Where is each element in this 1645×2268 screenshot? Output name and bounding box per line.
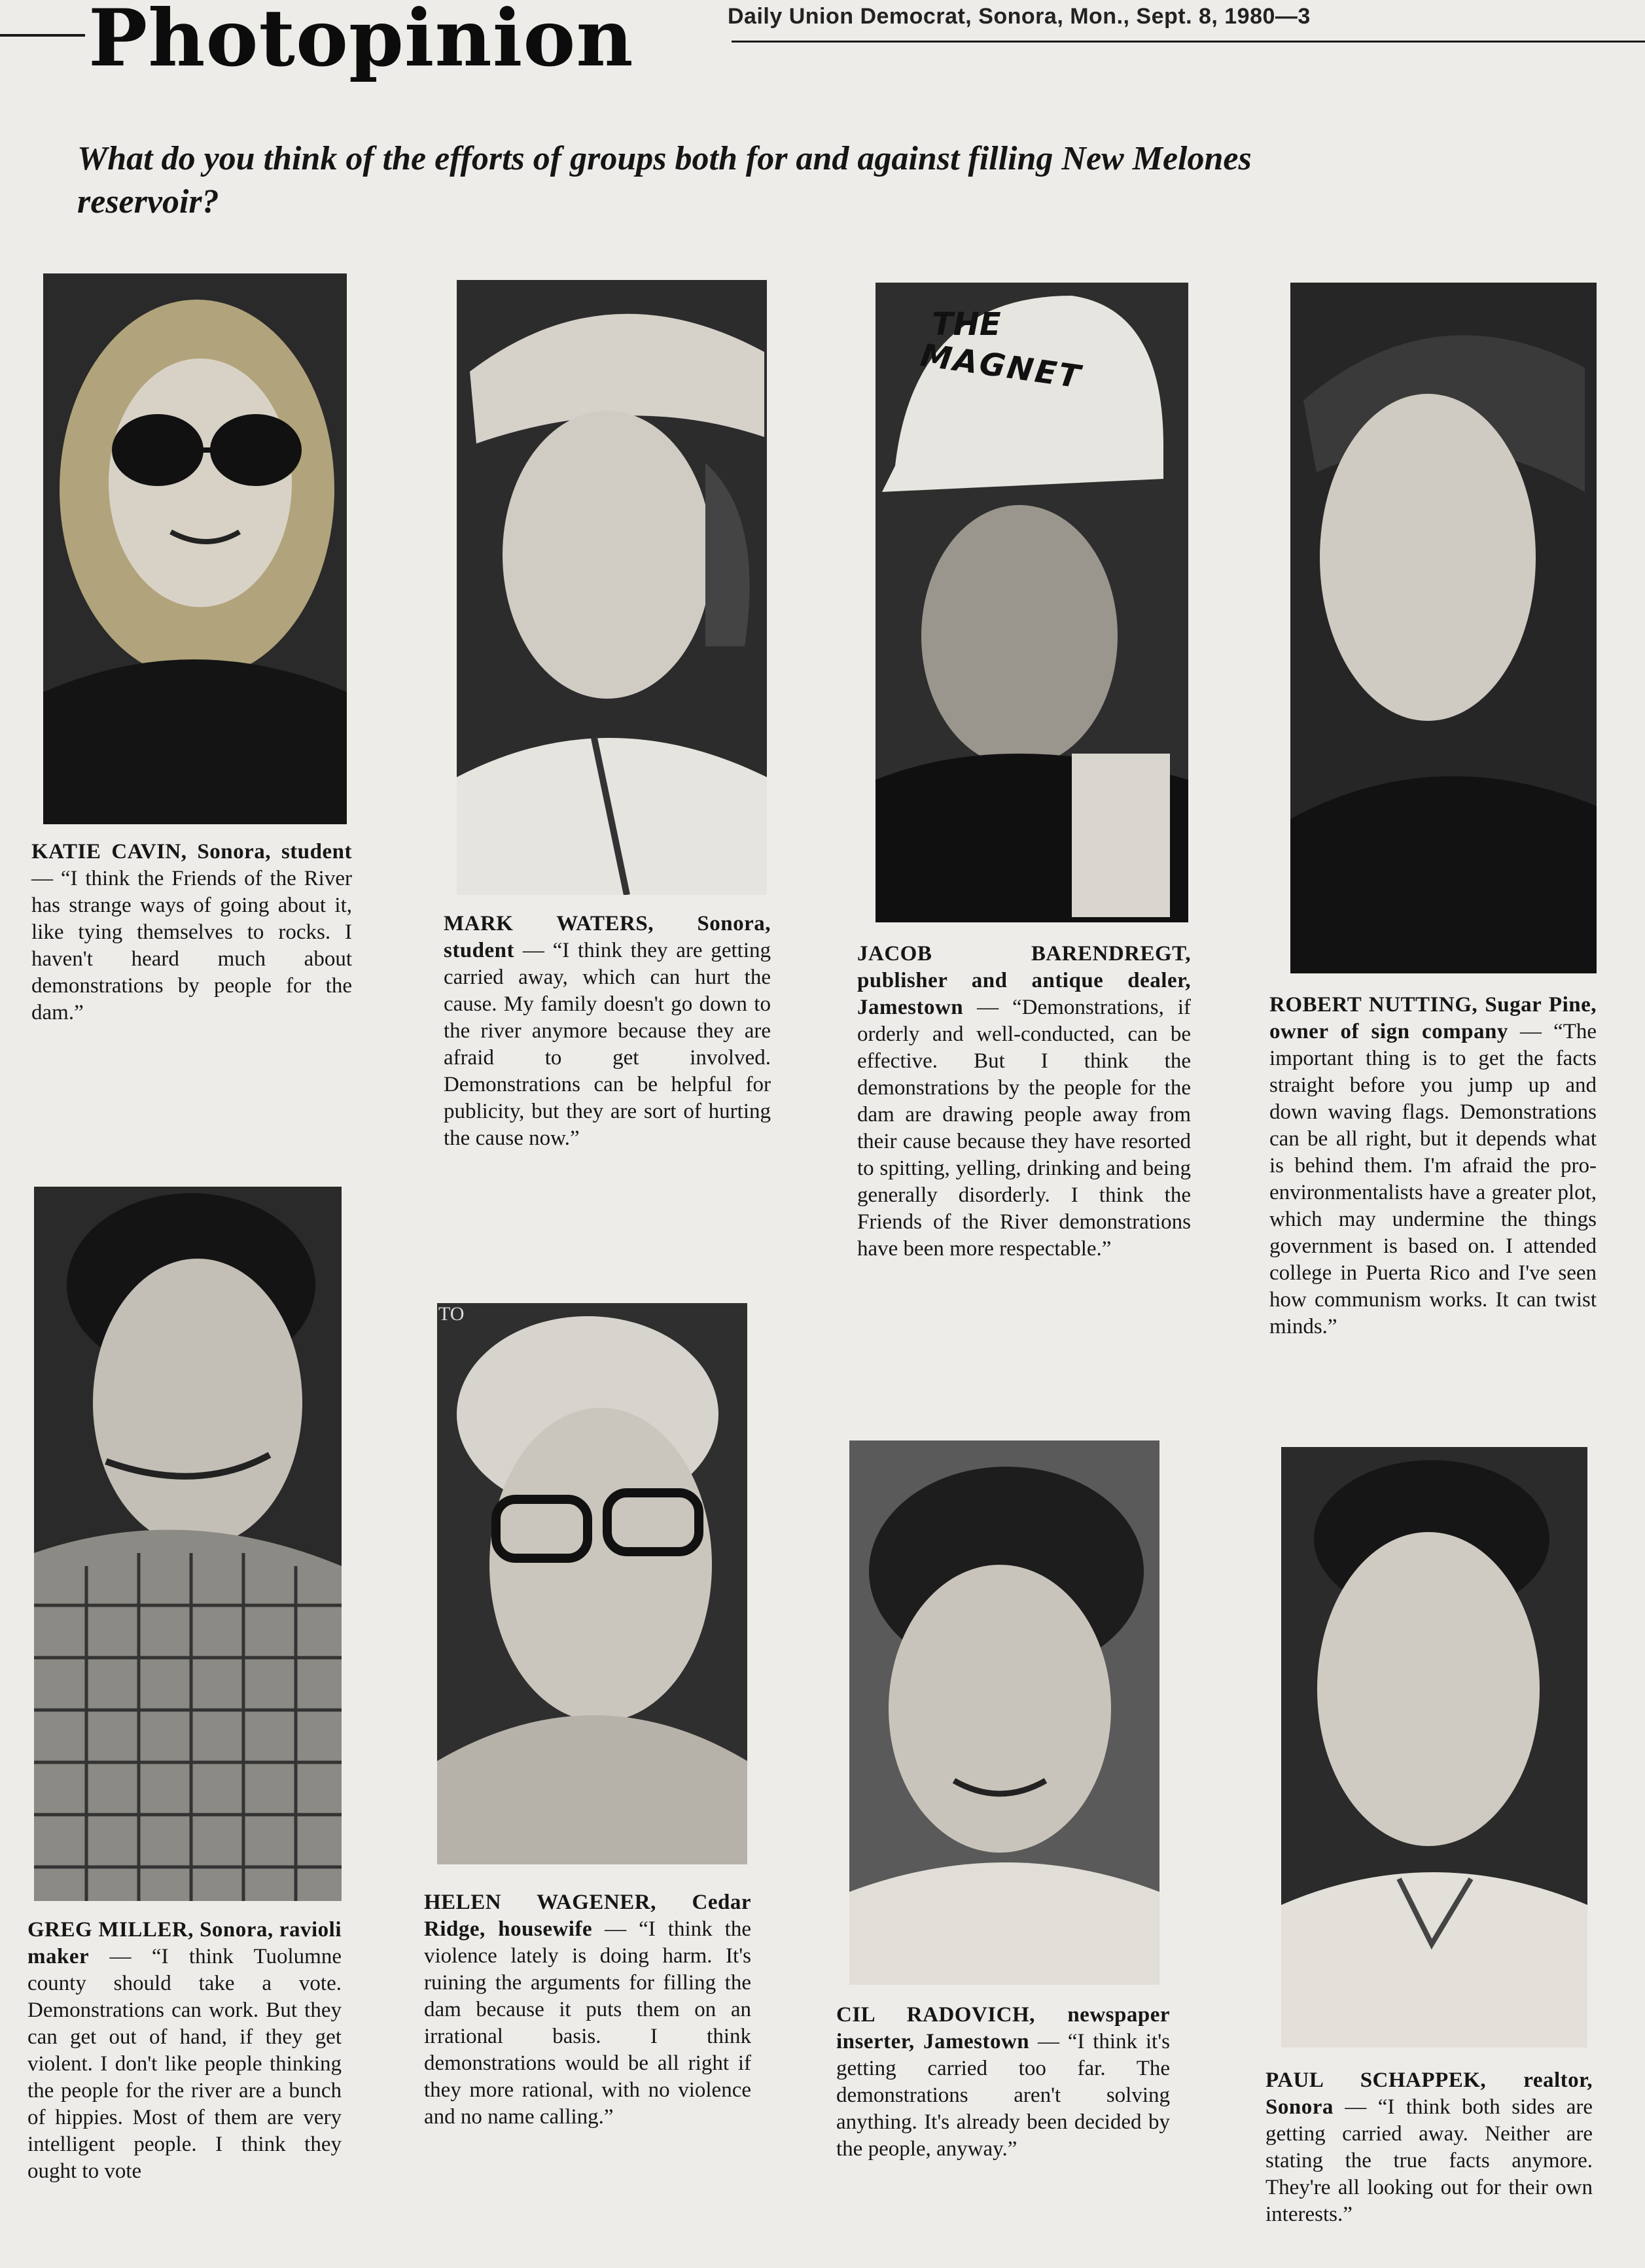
person-quote: — “I think Tuolumne county should take a vote. Demonstrations can work. But they can get out of hand, if they get violent. I don't like people thinking the people for the river are a bunch of hippies. Most of them are very intelligent people. I think they ought to vote	[27, 1945, 342, 2183]
person-quote: — “I think the violence lately is doing harm. It's ruining the arguments for filling the dam because it puts them on an irrational basis. I think demonstrations would be all right if they more rational, with no violence and no name calling.”	[424, 1917, 751, 2129]
person-name: HELEN WAGENER, Cedar Ridge, housewife	[424, 1891, 751, 1941]
person-quote: — “I think the Friends of the River has strange ways of going about it, like tying themselves to rocks. I haven't heard much about demonstrations by people for the dam.”	[31, 867, 352, 1024]
person-quote: — “Demonstrations, if orderly and well-conducted, can be effective. But I think the demonstrations by the people for the dam are drawing people away from their cause because they have resorted to spitting, yelling, drinking and being generally disorderly. I think the Friends of the River demonstrations have been more respectable.”	[857, 996, 1191, 1261]
portrait-photo	[34, 1187, 342, 1901]
cap-lettering: MAGNET	[918, 337, 1084, 396]
caption-greg-miller	[27, 1917, 342, 2254]
person-name: ROBERT NUTTING, Sugar Pine, owner of sign company	[1269, 993, 1597, 1043]
portrait-photo	[43, 273, 347, 824]
caption-mark-waters	[444, 911, 771, 1152]
question-heading: What do you think of the efforts of groups both for and against filling New Melones reservoir?	[77, 140, 1252, 220]
person-name: GREG MILLER, Sonora, ravioli maker	[27, 1918, 342, 1968]
top-rule-right	[732, 41, 1645, 43]
person-name: PAUL SCHAPPEK, realtor, Sonora	[1265, 2068, 1593, 2119]
dateline: Daily Union Democrat, Sonora, Mon., Sept. 8, 1980—3	[728, 4, 1311, 29]
person-quote: — “The important thing is to get the facts straight before you jump up and down waving flags. Demonstrations can be all right, but it depends what is behind them. I'm afraid the pro-environmentalists have a greater plot, which may undermine the things government is based on. I attended college in Puerta Rico and I've seen how communism works. It can twist minds.”	[1269, 1020, 1597, 1338]
person-name: JACOB BARENDREGT, publisher and antique dealer, Jamestown	[857, 942, 1191, 1019]
cap-lettering: THE	[932, 306, 1001, 343]
caption-robert-nutting	[1269, 992, 1597, 1340]
caption-cil-radovich	[836, 2002, 1170, 2163]
person-quote: — “I think both sides are getting carried away. Neither are stating the true facts anymore. They're all looking out for their own interests.”	[1265, 2095, 1593, 2226]
person-name: MARK WATERS, Sonora, student	[444, 912, 771, 962]
person-quote: — “I think they are getting carried away, which can hurt the cause. My family doesn't go down to the river anymore because they are afraid to get involved. Demonstrations can be helpful for publicity, but they are sort of hurting the cause now.”	[444, 939, 771, 1150]
portrait-photo	[849, 1440, 1159, 1985]
person-quote: — “I think it's getting carried too far. The demonstrations aren't solving anything. It's already been decided by the people, anyway.”	[836, 2030, 1170, 2161]
portrait-photo	[1290, 283, 1597, 973]
photo-edge-lettering: TO	[438, 1303, 465, 1325]
top-rule-left	[0, 34, 85, 37]
caption-katie-cavin	[31, 839, 352, 1026]
person-name: CIL RADOVICH, newspaper inserter, Jamestown	[836, 2003, 1170, 2053]
person-name: KATIE CAVIN, Sonora, student	[31, 840, 352, 864]
portrait-photo	[1281, 1447, 1587, 2048]
portrait-photo	[457, 280, 767, 895]
caption-paul-schappek	[1265, 2067, 1593, 2237]
page-title: Photopinion	[88, 0, 634, 84]
portrait-photo	[437, 1303, 747, 1864]
caption-helen-wagener	[424, 1889, 751, 2131]
caption-jacob-barendregt	[857, 941, 1191, 1263]
portrait-photo	[876, 283, 1188, 922]
